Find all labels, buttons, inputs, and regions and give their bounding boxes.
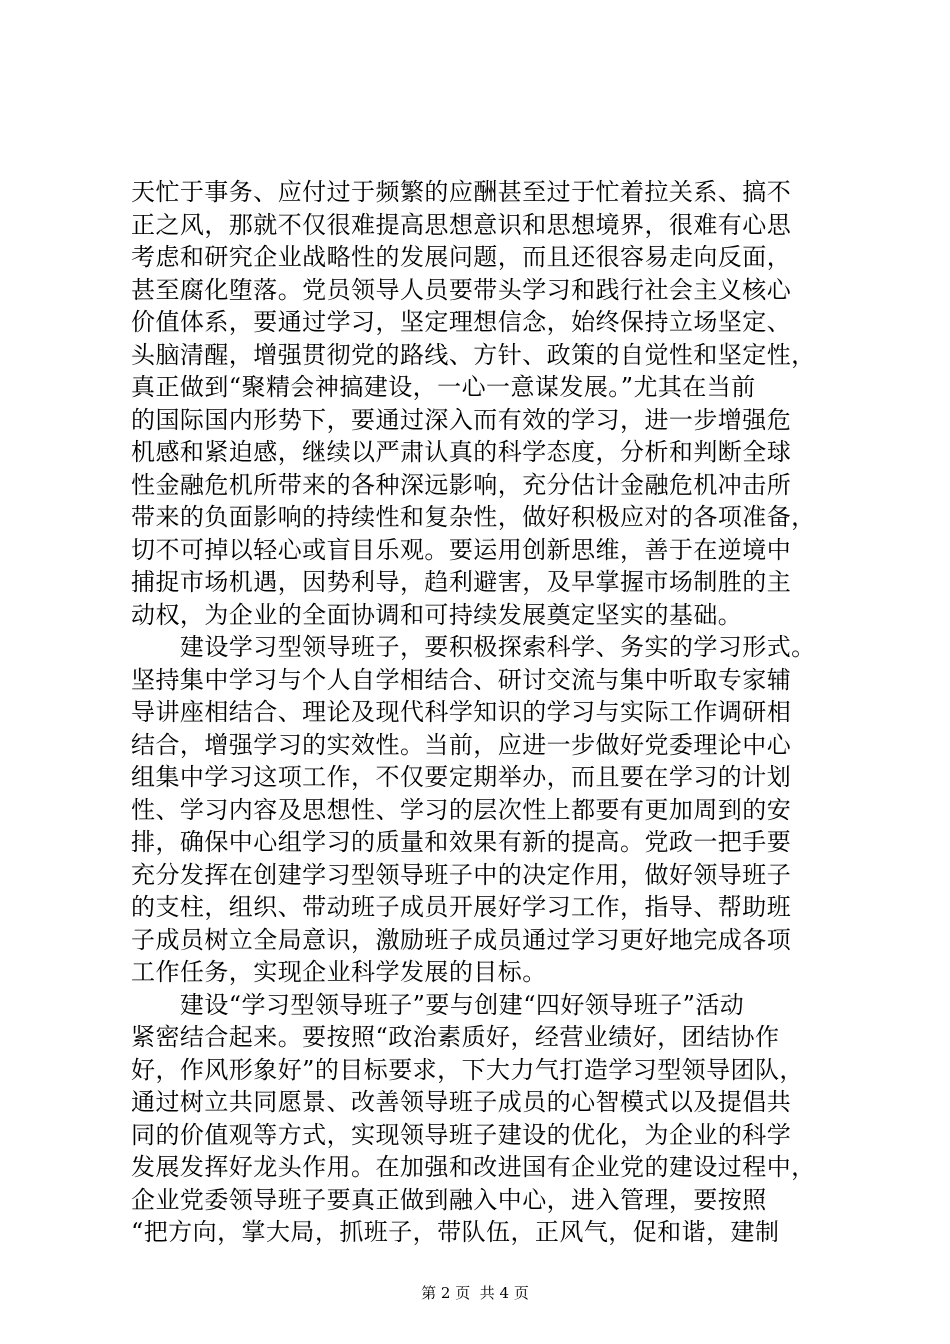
page-footer: 第 2 页 共 4 页 xyxy=(421,1284,529,1302)
text-line: 切不可掉以轻心或盲目乐观。要运用创新思维，善于在逆境中 xyxy=(131,535,792,564)
text-line: 动权，为企业的全面协调和可持续发展奠定坚实的基础。 xyxy=(131,600,743,629)
text-line: 通过树立共同愿景、改善领导班子成员的心智模式以及提倡共 xyxy=(131,1088,792,1116)
text-line: 捕捉市场机遇，因势利导，趋利避害，及早掌握市场制胜的主 xyxy=(131,568,792,596)
text-line: 企业党委领导班子要真正做到融入中心，进入管理，要按照 xyxy=(131,1185,767,1214)
text-line: 甚至腐化堕落。党员领导人员要带头学习和践行社会主义核心 xyxy=(131,275,792,304)
text-line: 正之风，那就不仅很难提高思想意识和思想境界，很难有心思 xyxy=(131,210,792,239)
text-line: 紧密结合起来。要按照“政治素质好，经营业绩好，团结协作 xyxy=(131,1023,780,1051)
text-line: 同的价值观等方式，实现领导班子建设的优化，为企业的科学 xyxy=(131,1120,792,1149)
text-line: 发展发挥好龙头作用。在加强和改进国有企业党的建设过程中， xyxy=(131,1153,816,1181)
text-line: 组集中学习这项工作，不仅要定期举办，而且要在学习的计划 xyxy=(131,763,792,791)
text-line: “把方向，掌大局，抓班子，带队伍，正风气，促和谐，建制 xyxy=(131,1218,780,1246)
text-line: 机感和紧迫感，继续以严肃认真的科学态度，分析和判断全球 xyxy=(131,438,792,466)
text-line: 性金融危机所带来的各种深远影响，充分估计金融危机冲击所 xyxy=(131,470,792,499)
text-line: 排，确保中心组学习的质量和效果有新的提高。党政一把手要 xyxy=(131,828,792,856)
text-line: 头脑清醒，增强贯彻党的路线、方针、政策的自觉性和坚定性， xyxy=(131,340,816,369)
text-line: 建设“学习型领导班子”要与创建“四好领导班子”活动 xyxy=(131,990,745,1019)
text-line: 结合，增强学习的实效性。当前，应进一步做好党委理论中心 xyxy=(131,730,792,759)
text-line: 子成员树立全局意识，激励班子成员通过学习更好地完成各项 xyxy=(131,925,792,954)
text-line: 性、学习内容及思想性、学习的层次性上都要有更加周到的安 xyxy=(131,795,792,824)
text-line: 天忙于事务、应付过于频繁的应酬甚至过于忙着拉关系、搞不 xyxy=(131,178,792,206)
text-line: 的国际国内形势下，要通过深入而有效的学习，进一步增强危 xyxy=(131,405,792,434)
text-line: 充分发挥在创建学习型领导班子中的决定作用，做好领导班子 xyxy=(131,860,792,889)
text-line: 导讲座相结合、理论及现代科学知识的学习与实际工作调研相 xyxy=(131,698,792,726)
text-line: 真正做到“聚精会神搞建设，一心一意谋发展。”尤其在当前 xyxy=(131,373,756,401)
text-line: 坚持集中学习与个人自学相结合、研讨交流与集中听取专家辅 xyxy=(131,665,792,694)
text-line: 考虑和研究企业战略性的发展问题，而且还很容易走向反面， xyxy=(131,243,792,271)
body-text xyxy=(131,176,831,1249)
text-line: 建设学习型领导班子，要积极探索科学、务实的学习形式。 xyxy=(131,633,816,661)
text-line: 价值体系，要通过学习，坚定理想信念，始终保持立场坚定、 xyxy=(131,308,792,336)
text-line: 带来的负面影响的持续性和复杂性，做好积极应对的各项准备， xyxy=(131,503,816,531)
text-line: 好，作风形象好”的目标要求，下大力气打造学习型领导团队， xyxy=(131,1055,804,1084)
text-line: 工作任务，实现企业科学发展的目标。 xyxy=(131,958,547,986)
text-line: 的支柱，组织、带动班子成员开展好学习工作，指导、帮助班 xyxy=(131,893,792,921)
